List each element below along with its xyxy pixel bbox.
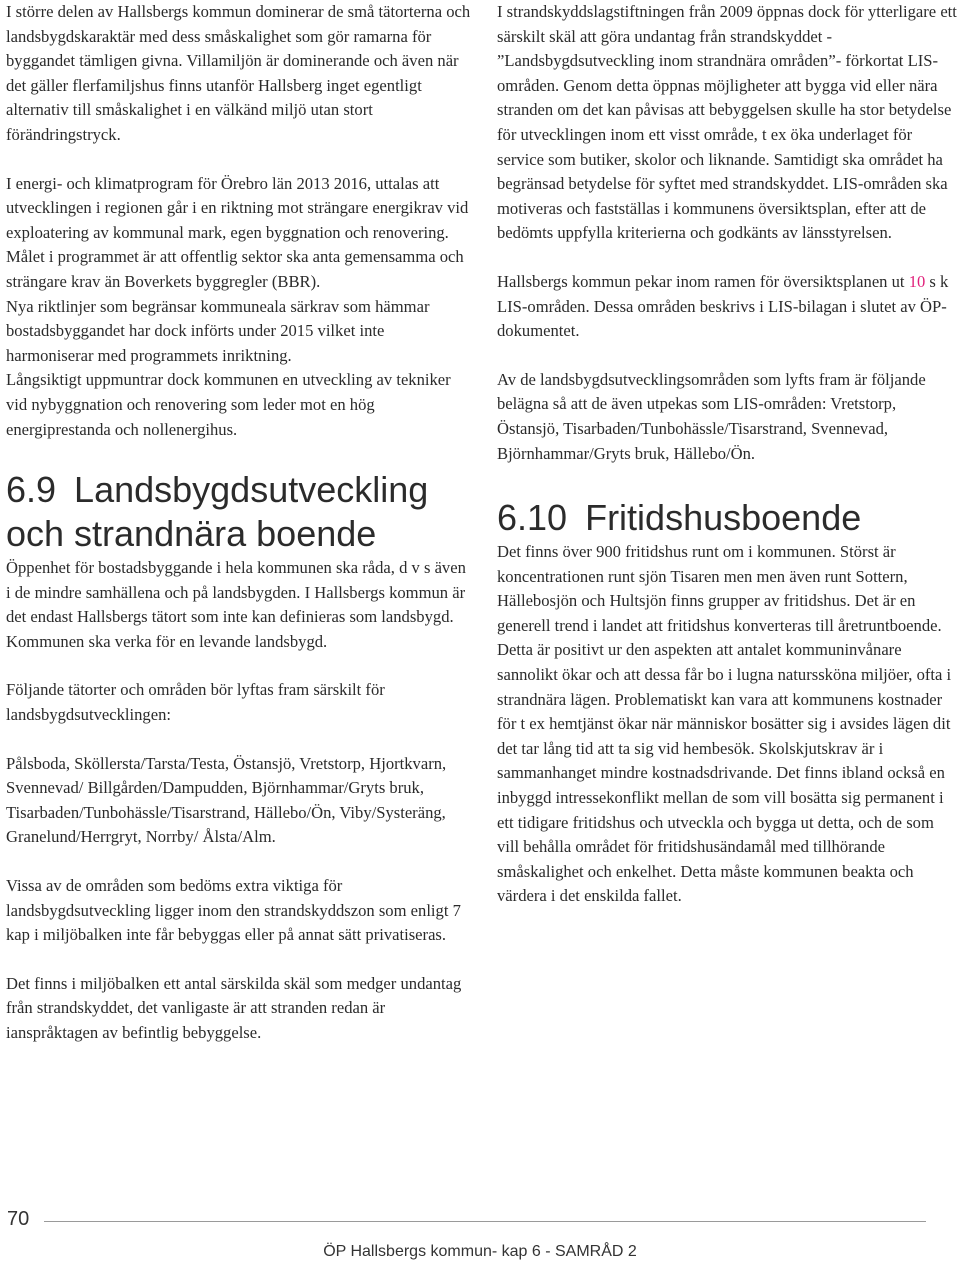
highlighted-number: 10: [908, 271, 926, 291]
paragraph: Vissa av de områden som bedöms extra viktiga för landsbygdsutveckling ligger inom den strandskyddszon som enligt 7 kap i miljöbalken inte får bebyggas eller på annat sätt privatiseras.: [6, 876, 461, 945]
paragraph: Öppenhet för bostadsbyggande i hela kommunen ska råda, d v s även i de mindre samhällena och på landsbygden. I Hallsbergs kommun är det endast Hallsbergs tätort som inte kan definieras som landsbygd. Kommunen ska verka för en levande landsbygd.: [6, 558, 466, 651]
paragraph: Det finns över 900 fritidshus runt om i kommunen. Störst är koncentrationen runt sjön Tisaren men men även runt Sottern, Hällebosjön och Hultsjön finns grupper av fritidshus. Det är en generell trend i landet att fritidshus konverteras till åretruntboende. Detta är positivt ur den aspekten att antalet kommuninvånare sannolikt ökar och att dessa får bo i lugna naturssköna miljöer, ofta i strandnära lägen. Problematiskt kan vara att kommunens kostnader för t ex hemtjänst ökar när människor bosätter sig i avsides lägen dit det tar lång tid att ta sig vid hembesök. Skolskjutskrav är i sammanhanget mindre kostnadsdrivande. Det finns ibland också en inbyggd intressekonflikt mellan de som vill bosätta sig permanent i ett tidigare fritidshus och utveckla och bygga ut detta, och de som vill behålla området för fritidshusändamål med tillhörande småskalighet och enkelhet. Detta måste kommunen beakta och värdera i det enskilda fallet.: [497, 542, 952, 906]
heading-text: Landsbygdsutveckling och strandnära boende: [6, 469, 429, 555]
heading-text: Fritidshusboende: [585, 497, 862, 539]
paragraph: Nya riktlinjer som begränsar kommuneala särkrav som hämmar bostadsbyggandet har dock införts under 2015 vilket inte harmoniserar med programmets inriktning.: [6, 296, 430, 365]
paragraph: Hallsbergs kommun pekar inom ramen för översiktsplanen ut 10 s k LIS-områden. Dessa områden beskrivs i LIS-bilagan i slutet av ÖP-dokumentet.: [497, 271, 949, 341]
paragraph: Det finns i miljöbalken ett antal särskilda skäl som medger undantag från strandskyddet, det vanligaste är att stranden redan är ianspråktagen av befintlig bebyggelse.: [6, 973, 462, 1042]
section-heading-6-10: [497, 496, 957, 540]
heading-number: 6.10: [497, 497, 568, 539]
heading-number: 6.9: [6, 469, 57, 511]
paragraph: I större delen av Hallsbergs kommun dominerar de små tätorterna och landsbygdskaraktär med dess småskalighet som gör ramarna för byggandet tämligen givna. Villamiljön är dominerande och även när det gäller flerfamiljshus finns utanför Hallsberg inget egentligt alternativ till småskalighet i en välkänd miljö utan stort förändringstryck.: [6, 2, 471, 144]
paragraph: I energi- och klimatprogram för Örebro län 2013 2016, uttalas att utvecklingen i regionen går i en riktning mot strängare energikrav vid exploatering av kommunal mark, egen byggnation och renovering. Målet i programmet är att offentlig sektor ska anta gemensamma och strängare krav än Boverkets byggregler (BBR).: [6, 173, 469, 291]
footer-divider: [44, 1221, 926, 1222]
footer-title: ÖP Hallsbergs kommun- kap 6 - SAMRÅD 2: [323, 1243, 637, 1260]
page-number: 70: [7, 1208, 35, 1231]
section-heading-6-9: [6, 468, 474, 556]
paragraph: Av de landsbygdsutvecklingsområden som lyfts fram är följande belägna så att de även utpekas som LIS-områden: Vretstorp, Östansjö, Tisarbaden/Tunbohässle/Tisarstrand, Svennevad, Björnhammar/Gryts bruk, Hällebo/Ön.: [497, 369, 926, 463]
paragraph: I strandskyddslagstiftningen från 2009 öppnas dock för ytterligare ett särskilt skäl att göra undantag från strandskyddet - ”Landsbygdsutveckling inom strandnära områden”- förkortat LIS-områden. Genom detta öppnas möjligheter att bygga vid eller nära stranden om det kan påvisas att bebyggelsen skulle ha stor betydelse för utvecklingen inom ett visst område, t ex öka underlaget för service som butiker, skolor och liknande. Samtidigt ska området ha begränsad betydelse för syftet med strandskyddet. LIS-områden ska motiveras och fastställas i kommunens översiktsplan, efter att de bedömts uppfylla kriterierna och godkänts av länsstyrelsen.: [497, 2, 957, 243]
paragraph: Följande tätorter och områden bör lyftas fram särskilt för landsbygdsutvecklingen:: [6, 680, 385, 725]
right-column: [497, 0, 957, 909]
left-column: [6, 0, 474, 1046]
paragraph: Pålsboda, Sköllersta/Tarsta/Testa, Östansjö, Vretstorp, Hjortkvarn, Svennevad/ Billgården/Dampudden, Björnhammar/Gryts bruk, Tisarbaden/Tunbohässle/Tisarstrand, Hällebo/Ön, Viby/Systeräng, Granelund/Herrgryt, Norrby/ Ålsta/Alm.: [6, 753, 447, 847]
paragraph: Långsiktigt uppmuntrar dock kommunen en utveckling av tekniker vid nybyggnation och renovering som leder mot en hög energiprestanda och nollenergihus.: [6, 370, 451, 439]
